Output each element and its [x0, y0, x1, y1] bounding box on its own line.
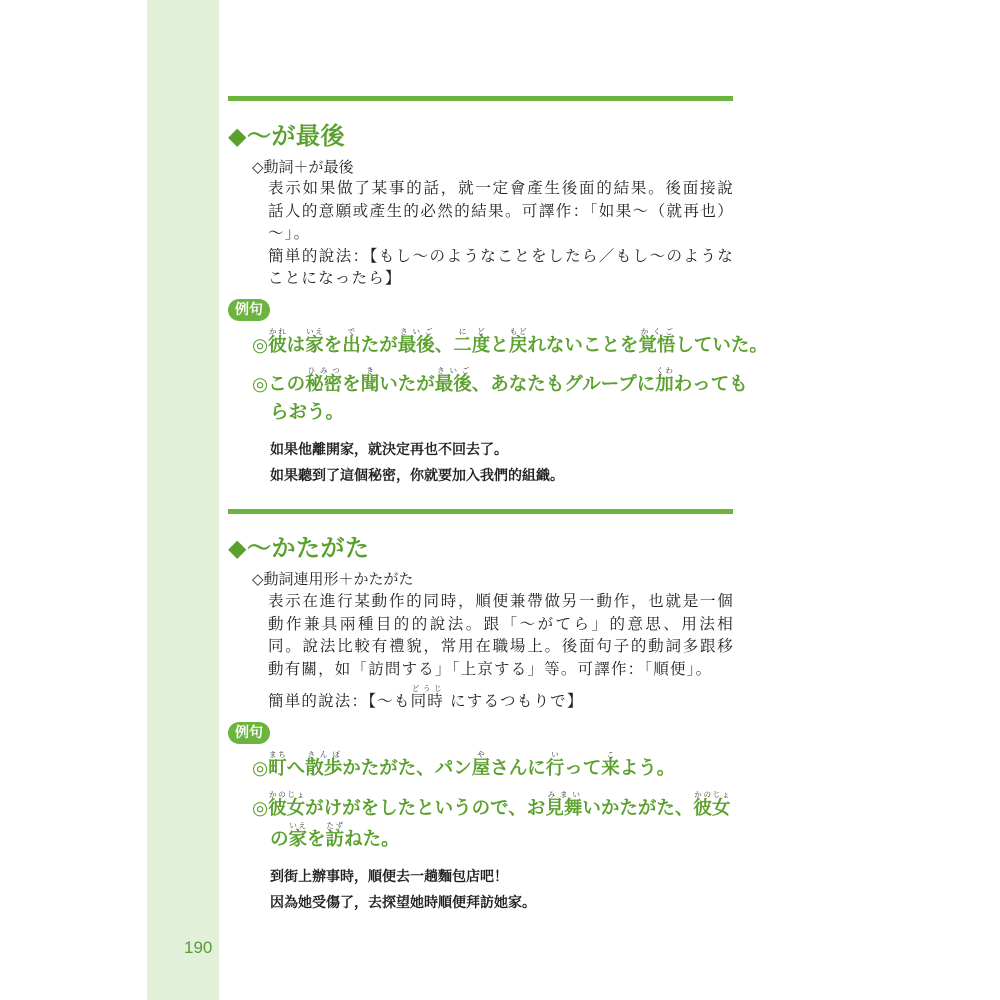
ruby-base: 彼女: [268, 798, 306, 819]
ruby-base: 来: [601, 758, 620, 779]
ruby-base: 覚悟: [638, 335, 676, 356]
ruby-base: 彼: [268, 335, 287, 356]
sentence-text: がけがをしたというので、お: [305, 798, 546, 819]
ruby-reading: まち: [268, 750, 287, 759]
ruby-reading: さいご: [397, 327, 435, 336]
ruby-base: 加: [655, 374, 674, 395]
example-sentence: [252, 366, 748, 396]
furigana-word: [288, 821, 308, 850]
translation: 因為她受傷了，去探望她時順便拜訪她家。: [270, 895, 536, 911]
furigana-word: [268, 790, 306, 819]
simple-expression: 簡単的說法：【もし～のようなことをしたら／もし～のようなことになったら】: [268, 246, 734, 287]
simple-suffix: にするつもりで】: [450, 692, 584, 710]
furigana-word: [325, 821, 345, 850]
grammar-description: [268, 590, 734, 713]
furigana-word: [305, 366, 343, 395]
ruby-reading: いえ: [288, 821, 308, 830]
example-sentence-continued: [270, 821, 400, 851]
example-badge: 例句: [228, 299, 270, 321]
grammar-description: [268, 177, 734, 290]
sentence-text: よう。: [619, 758, 676, 779]
sentence-text: 、: [434, 335, 454, 356]
ruby-reading: さんぽ: [305, 750, 343, 759]
example-sentence: [252, 750, 675, 780]
sentence-text: ねた。: [344, 829, 400, 850]
furigana-word: [360, 366, 380, 395]
ruby-reading: にど: [453, 327, 491, 336]
ruby-reading: みまい: [545, 790, 583, 799]
furigana-word: [305, 327, 324, 356]
furigana-word: [342, 327, 361, 356]
ruby-base: 同時: [410, 692, 444, 710]
ruby-base: 戻: [508, 335, 528, 356]
ruby-base: 町: [268, 758, 287, 779]
section-heading: ◆～かたがた: [228, 534, 370, 562]
ruby-base: 彼女: [693, 798, 731, 819]
translation: 如果聽到了這個秘密，你就要加入我們的組織。: [270, 468, 564, 484]
sentence-text: ◎この: [252, 374, 306, 395]
ruby-reading: こ: [601, 750, 620, 759]
sentence-text: らおう。: [270, 402, 345, 423]
ruby-reading: くわ: [655, 366, 674, 375]
furigana-word: [693, 790, 731, 819]
sentence-text: たが: [360, 335, 398, 356]
ruby-base: 散歩: [305, 758, 343, 779]
ruby-reading: や: [471, 750, 491, 759]
ruby-base: 屋: [471, 758, 491, 779]
furigana-word: [434, 366, 472, 395]
sentence-text: かたがた、パン: [342, 758, 472, 779]
ruby-base: 二度: [453, 335, 491, 356]
sentence-text: いかたがた、: [582, 798, 694, 819]
ruby-reading: さいご: [434, 366, 472, 375]
sentence-text: ◎: [252, 335, 269, 356]
ruby-base: 家: [288, 829, 308, 850]
sentence-text: わっても: [673, 374, 748, 395]
ruby-base: 聞: [360, 374, 380, 395]
ruby-base: 最後: [397, 335, 435, 356]
example-sentence: [252, 327, 768, 357]
example-badge: 例句: [228, 722, 270, 744]
sentence-text: れないことを: [527, 335, 639, 356]
ruby-reading: ひみつ: [305, 366, 343, 375]
furigana-word: [545, 790, 583, 819]
furigana-word: [453, 327, 491, 356]
ruby-reading: どうじ: [410, 684, 444, 693]
ruby-reading: かのじょ: [268, 790, 306, 799]
ruby-reading: たず: [325, 821, 345, 830]
furigana-word: [305, 750, 343, 779]
example-sentence: [252, 790, 730, 820]
furigana-word: [545, 750, 565, 779]
sentence-text: 、あなたもグループに: [471, 374, 656, 395]
furigana-word: [471, 750, 491, 779]
translation: 如果他離開家，就決定再也不回去了。: [270, 442, 508, 458]
ruby-base: 訪: [325, 829, 345, 850]
ruby-reading: いえ: [305, 327, 324, 336]
sentence-text: を: [307, 829, 326, 850]
page-sidebar: [147, 0, 219, 1000]
simple-expression: [268, 684, 734, 713]
sentence-text: と: [490, 335, 509, 356]
sentence-text: へ: [286, 758, 306, 779]
description-text: 表示在進行某動作的同時，順便兼帶做另一動作，也就是一個動作兼具兩種目的的說法。跟「～がてら」的意思、用法相同。說法比較有禮貌，常用在職場上。後面句子的動詞多跟移動有關，如「訪問する」「上京する」等。可譯作：「順便」。: [268, 592, 734, 678]
furigana-word: [508, 327, 528, 356]
furigana-word: [655, 366, 674, 395]
simple-prefix: 簡単的說法：【～も: [268, 692, 411, 710]
description-text: 表示如果做了某事的話，就一定會產生後面的結果。後面接說話人的意願或產生的必然的結果。可譯作：「如果～（就再也）～」。: [268, 179, 734, 242]
ruby-base: 見舞: [545, 798, 583, 819]
furigana-word: [268, 750, 287, 779]
sentence-text: していた。: [675, 335, 768, 356]
ruby-reading: で: [342, 327, 361, 336]
page-number: 190: [184, 938, 213, 957]
sentence-text: の: [270, 829, 289, 850]
example-sentence-continued: [270, 398, 344, 424]
sentence-text: を: [323, 335, 343, 356]
translation: 到街上辦事時，順便去一趟麵包店吧！: [270, 869, 508, 885]
ruby-reading: かくご: [638, 327, 676, 336]
sentence-text: さんに: [490, 758, 546, 779]
section-heading: ◆～が最後: [228, 122, 345, 150]
section-divider: [228, 509, 733, 514]
furigana-word: [397, 327, 435, 356]
sentence-text: は: [286, 335, 306, 356]
ruby-reading: き: [360, 366, 380, 375]
sentence-text: ◎: [252, 798, 269, 819]
ruby-reading: かのじょ: [693, 790, 731, 799]
section-divider: [228, 96, 733, 101]
furigana-word: [268, 327, 287, 356]
ruby-base: 出: [342, 335, 361, 356]
sentence-text: を: [342, 374, 361, 395]
ruby-reading: もど: [508, 327, 528, 336]
sentence-text: って: [564, 758, 602, 779]
furigana-word: [638, 327, 676, 356]
ruby-reading: かれ: [268, 327, 287, 336]
ruby-reading: い: [545, 750, 565, 759]
furigana-word: [601, 750, 620, 779]
ruby-base: 秘密: [305, 374, 343, 395]
sentence-text: いたが: [379, 374, 435, 395]
sentence-text: ◎: [252, 758, 269, 779]
ruby-base: 家: [305, 335, 324, 356]
ruby-base: 最後: [434, 374, 472, 395]
grammar-pattern: ◇動詞連用形＋かたがた: [252, 570, 414, 588]
ruby-base: 行: [545, 758, 565, 779]
simple-ruby: [410, 684, 444, 710]
grammar-pattern: ◇動詞＋が最後: [252, 158, 354, 176]
